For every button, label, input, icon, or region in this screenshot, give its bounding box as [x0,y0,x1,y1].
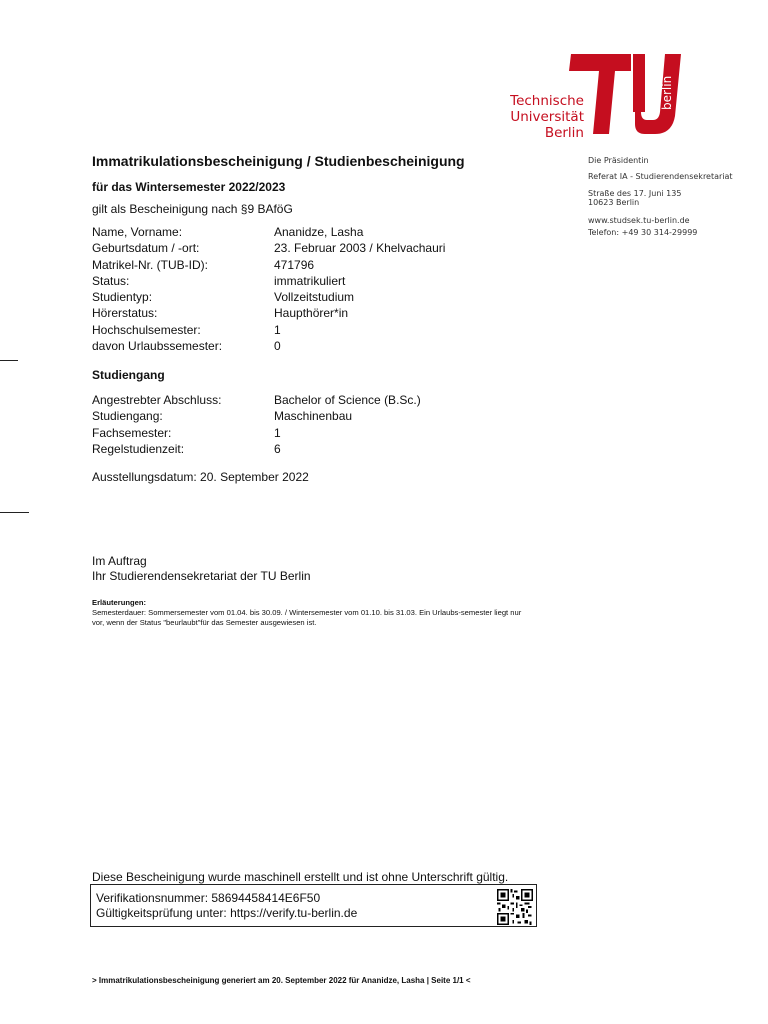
program-row [92,392,421,408]
sender-street: Straße des 17. Juni 135 [588,189,682,198]
explanations [92,598,532,628]
issue-date: Ausstellungsdatum: 20. September 2022 [92,470,309,484]
detail-label: Status: [92,273,130,288]
bafoeg-note: gilt als Bescheinigung nach §9 BAföG [92,202,293,216]
detail-label: Studientyp: [92,290,153,305]
sender-president: Die Präsidentin [588,156,649,165]
detail-value: 1 [274,322,281,337]
qr-code-icon[interactable] [497,889,533,925]
signature-line-1: Im Auftrag [92,554,147,568]
signature-block [92,554,311,584]
detail-label: Hörerstatus: [92,306,158,321]
detail-row [92,305,445,321]
program-row [92,441,421,457]
explanations-text: Semesterdauer: Sommersemester vom 01.04. bis 30.09. / Wintersemester vom 01.10. bis 31.03. Ein Urlaubs-semester liegt nur vor, wenn der Status "beurlaubt"für das Semester ausgewiesen ist. [92,608,522,627]
program-label: Regelstudienzeit: [92,441,185,456]
program-row [92,425,421,441]
detail-value: 0 [274,339,281,354]
detail-label: Hochschulsemester: [92,322,201,337]
sender-phone: Telefon: +49 30 314-29999 [588,228,698,237]
detail-row [92,322,445,338]
detail-value: 471796 [274,257,315,272]
verification-url[interactable]: Gültigkeitsprüfung unter: https://verify.tu-berlin.de [96,905,358,920]
explanations-heading: Erläuterungen: [92,598,147,607]
program-details [92,392,421,457]
program-label: Fachsemester: [92,425,172,440]
document-title: Immatrikulationsbescheinigung / Studienbescheinigung [92,153,465,169]
logo-line-1: Technische [510,93,584,109]
program-heading: Studiengang [92,368,165,382]
detail-row [92,224,445,240]
detail-row [92,257,445,273]
detail-value: 23. Februar 2003 / Khelvachauri [274,241,446,256]
program-label: Angestrebter Abschluss: [92,393,222,407]
logo-line-3: Berlin [544,125,584,141]
program-value: 6 [274,441,281,456]
detail-label: Name, Vorname: [92,225,183,239]
detail-value: Haupthörer*in [274,306,349,321]
verification-number: Verifikationsnummer: 58694458414E6F50 [96,891,321,905]
program-row [92,408,421,424]
machine-generated-note: Diese Bescheinigung wurde maschinell erstellt und ist ohne Unterschrift gültig. [92,870,509,884]
page-footer: > Immatrikulationsbescheinigung generiert am 20. September 2022 für Ananidze, Lasha | Seite 1/1 < [92,976,471,985]
sender-block [588,156,763,237]
fold-mark-bottom [0,512,29,513]
detail-label: davon Urlaubssemester: [92,339,223,354]
signature-line-2: Ihr Studierendensekretariat der TU Berlin [92,569,311,583]
sender-website: www.studsek.tu-berlin.de [588,216,690,225]
program-value: Bachelor of Science (B.Sc.) [274,393,421,407]
detail-value: Vollzeitstudium [274,290,355,305]
sender-department: Referat IA - Studierendensekretariat [588,172,733,181]
fold-mark-top [0,360,18,361]
tu-logo-icon [569,52,683,136]
personal-details [92,224,445,354]
semester-subtitle: für das Wintersemester 2022/2023 [92,180,286,194]
logo-line-2: Universität [510,109,584,125]
detail-row [92,289,445,305]
detail-value: Ananidze, Lasha [274,225,364,239]
detail-row [92,338,445,354]
detail-value: immatrikuliert [274,273,346,288]
sender-city: 10623 Berlin [588,198,640,207]
verification-box [90,884,537,927]
detail-row [92,240,445,256]
detail-row [92,273,445,289]
program-value: Maschinenbau [274,409,353,424]
logo-berlin-label: berlin [660,75,674,110]
program-value: 1 [274,425,281,440]
detail-label: Matrikel-Nr. (TUB-ID): [92,257,208,272]
program-label: Studiengang: [92,409,163,424]
detail-label: Geburtsdatum / -ort: [92,241,200,256]
